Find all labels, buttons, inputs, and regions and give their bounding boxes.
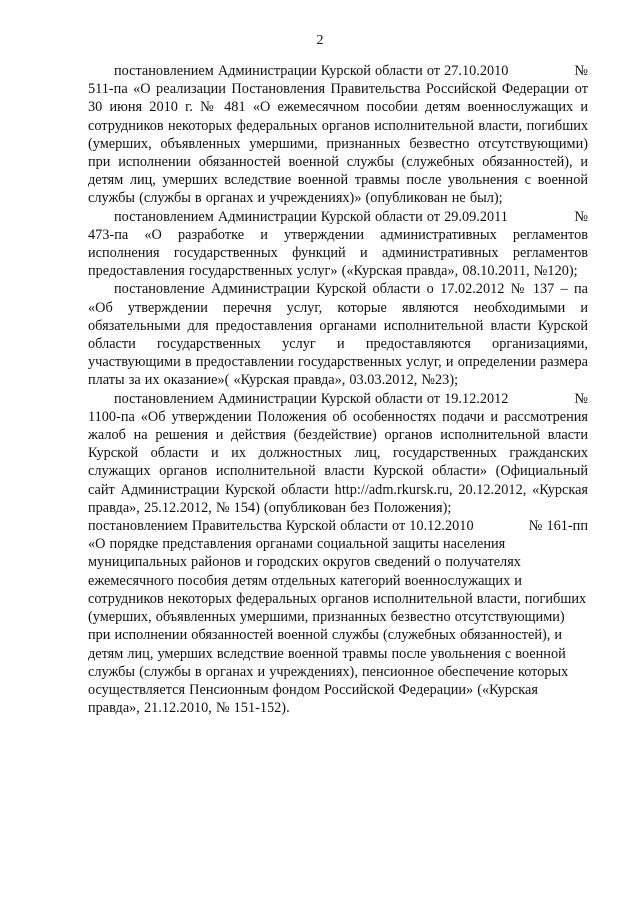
paragraph-lead: постановлением Администрации Курской области от 19.12.2012 bbox=[114, 390, 509, 407]
document-body bbox=[88, 62, 588, 717]
paragraph-resolution-1100 bbox=[88, 390, 588, 517]
paragraph-body: 1100-па «Об утверждении Положения об особенностях подачи и рассмотрения жалоб на решения и действия (бездействие) органов исполнительной власти Курской области и их должностных лиц, государственных гражданских служащих органов исполнительной власти Курской области» (Официальный сайт Администрации Курской области http://adm.rkursk.ru, 20.12.2012, «Курская правда», 25.12.2012, № 154) (опубликован без Положения); bbox=[88, 408, 588, 516]
paragraph-first-line bbox=[88, 390, 588, 408]
paragraph-lead: постановлением Правительства Курской области от 10.12.2010 bbox=[88, 518, 474, 535]
number-sign: № bbox=[574, 63, 588, 79]
paragraph-lead: постановлением Администрации Курской области от 29.09.2011 bbox=[114, 208, 508, 225]
paragraph-body: 473-па «О разработке и утверждении административных регламентов исполнения государственных функций и административных регламентов предоставления государственных услуг» («Курская правда», 08.10.2011, №120); bbox=[88, 226, 588, 280]
paragraph-resolution-137: постановление Администрации Курской области о 17.02.2012 № 137 – па «Об утверждении перечня услуг, которые являются необходимыми и обязательными для предоставления органами исполнительной власти Курской области государственных услуг и предоставляются организациями, участвующими в предоставлении государственных услуг, и определении размера платы за их оказание»( «Курская правда», 03.03.2012, №23); bbox=[88, 281, 588, 389]
paragraph-resolution-473 bbox=[88, 208, 588, 281]
paragraph-lead: постановлением Администрации Курской области от 27.10.2010 bbox=[114, 63, 509, 79]
number-sign: № 161-пп bbox=[528, 518, 588, 535]
paragraph-first-line bbox=[88, 62, 588, 80]
paragraph-resolution-161 bbox=[88, 517, 588, 717]
paragraph-body: «О порядке представления органами социальной защиты населения муниципальных районов и городских округов сведений о получателях ежемесячного пособия детям отдельных категорий военнослужащих и сотрудников некоторых федеральных органов исполнительной власти, погибших (умерших, объявленных умершими, признанных безвестно отсутствующими) при исполнении обязанностей военной службы (служебных обязанностей), и детям лиц, умерших вследствие военной травмы после увольнения с военной службы (службы в органах и учреждениях), пенсионное обеспечение которых осуществляется Пенсионным фондом Российской Федерации» («Курская правда», 21.12.2010, № 151-152). bbox=[88, 536, 587, 717]
paragraph-body: 511-па «О реализации Постановления Правительства Российской Федерации от 30 июня 2010 г. № 481 «О ежемесячном пособии детям военнослужащих и сотрудников некоторых федеральных органов исполнительной власти, погибших (умерших, объявленных умершими, признанных безвестно отсутствующими) при исполнении обязанностей военной службы (служебных обязанностей), и детям лиц, умерших вследствие военной травмы после увольнения с военной службы (службы в органах и учреждениях)» (опубликован не был); bbox=[88, 81, 588, 207]
paragraph-first-line bbox=[88, 208, 588, 226]
page-number: 2 bbox=[316, 33, 324, 48]
number-sign: № bbox=[574, 208, 588, 225]
paragraph-first-line bbox=[88, 517, 588, 535]
paragraph-resolution-511 bbox=[88, 62, 588, 208]
number-sign: № bbox=[574, 390, 588, 407]
